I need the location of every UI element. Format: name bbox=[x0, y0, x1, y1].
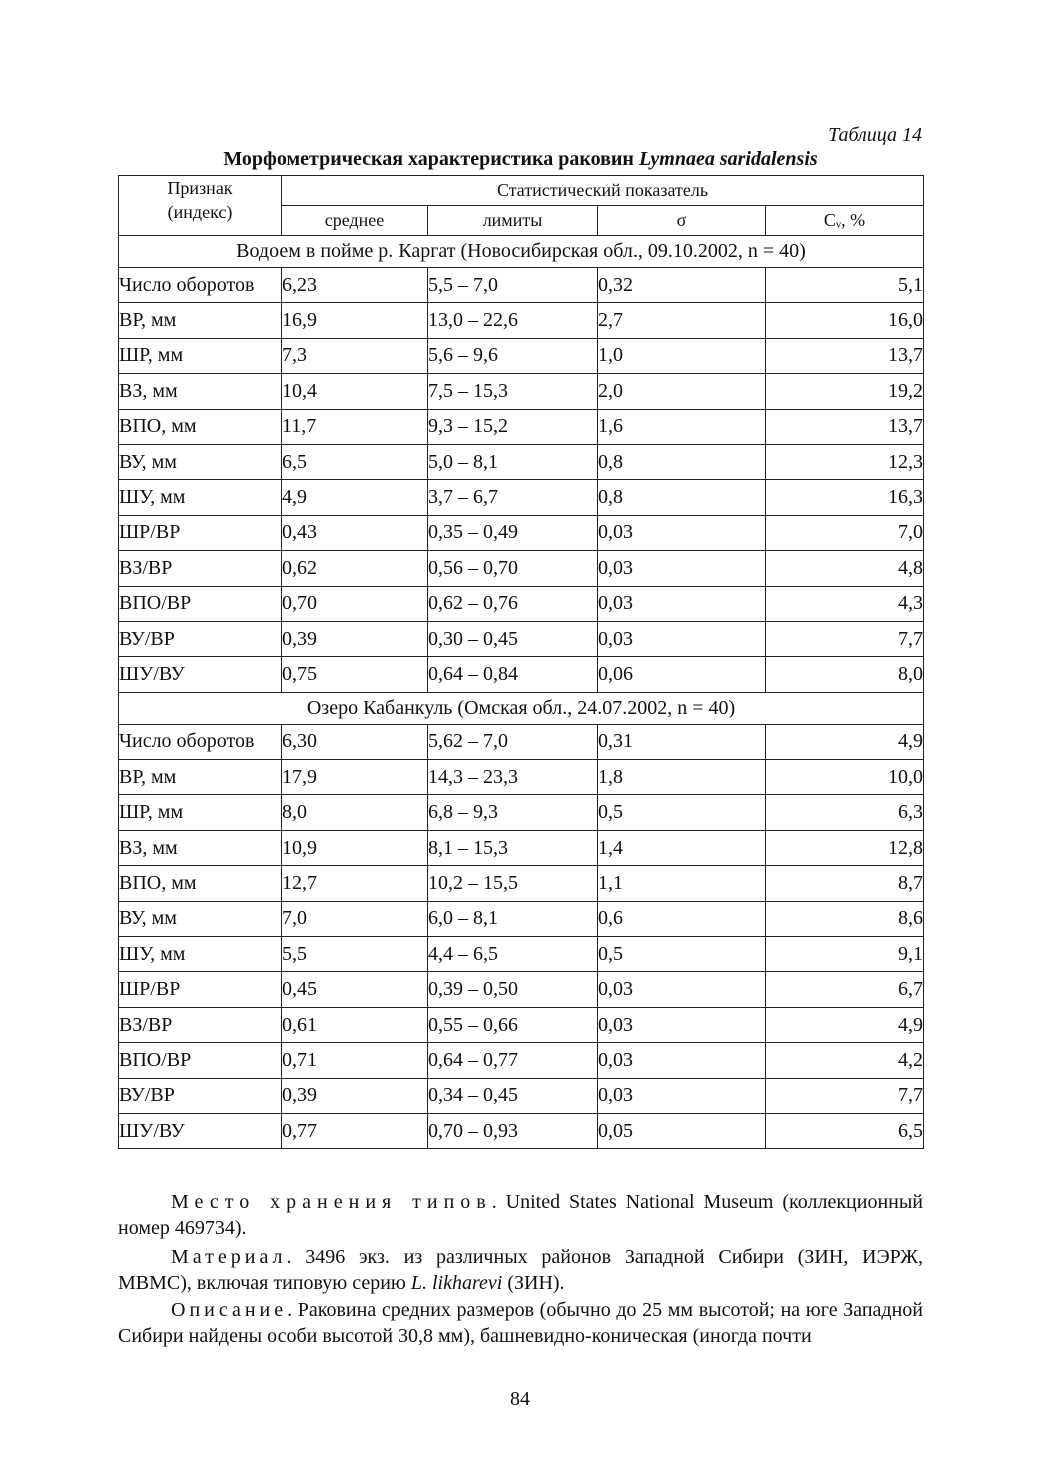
sigma-cell: 0,03 bbox=[598, 972, 766, 1007]
table-row bbox=[119, 268, 924, 303]
limits-cell: 6,0 – 8,1 bbox=[428, 901, 598, 936]
paragraph-body: . 3496 экз. из различных районов Западной Сибири (ЗИН, ИЭРЖ, МВМС), включая типовую серию bbox=[118, 1246, 923, 1294]
table-row bbox=[119, 374, 924, 409]
sigma-cell: 0,06 bbox=[598, 657, 766, 692]
cv-cell: 7,7 bbox=[766, 1078, 924, 1113]
feature-cell: ВУ, мм bbox=[119, 901, 282, 936]
feature-cell: ВУ/ВР bbox=[119, 621, 282, 656]
feature-header bbox=[119, 176, 282, 236]
table-title-species: Lymnaea saridalensis bbox=[638, 148, 818, 170]
mean-cell: 6,23 bbox=[282, 268, 428, 303]
mean-cell: 0,71 bbox=[282, 1043, 428, 1078]
paragraph-type-storage bbox=[118, 1189, 923, 1241]
feature-cell: ВР, мм bbox=[119, 760, 282, 795]
table-row bbox=[119, 795, 924, 830]
paragraph-species: L. likharevi bbox=[410, 1272, 503, 1294]
sigma-cell: 0,03 bbox=[598, 1007, 766, 1042]
table-row bbox=[119, 830, 924, 865]
sigma-cell: 0,03 bbox=[598, 1043, 766, 1078]
sigma-cell: 0,5 bbox=[598, 795, 766, 830]
feature-cell: ВР, мм bbox=[119, 303, 282, 338]
sigma-cell: 1,0 bbox=[598, 338, 766, 373]
feature-cell: ВПО, мм bbox=[119, 409, 282, 444]
feature-cell: ШР, мм bbox=[119, 338, 282, 373]
paragraph-description bbox=[118, 1297, 923, 1349]
table-row bbox=[119, 621, 924, 656]
cv-cell: 8,7 bbox=[766, 866, 924, 901]
paragraph-material bbox=[118, 1244, 923, 1296]
mean-cell: 0,77 bbox=[282, 1113, 428, 1148]
table-row bbox=[119, 724, 924, 759]
sigma-cell: 0,8 bbox=[598, 480, 766, 515]
mean-cell: 10,9 bbox=[282, 830, 428, 865]
sigma-cell: 0,5 bbox=[598, 937, 766, 972]
mean-cell: 0,45 bbox=[282, 972, 428, 1007]
paragraph-body: . United States National Museum (коллекционный номер 469734). bbox=[118, 1191, 923, 1239]
cv-cell: 8,6 bbox=[766, 901, 924, 936]
mean-cell: 11,7 bbox=[282, 409, 428, 444]
mean-cell: 16,9 bbox=[282, 303, 428, 338]
table-number: Таблица 14 bbox=[828, 124, 922, 146]
col-header-mean: среднее bbox=[282, 206, 428, 236]
feature-cell: ВУ/ВР bbox=[119, 1078, 282, 1113]
paragraph-body-end: (ЗИН). bbox=[502, 1272, 565, 1294]
limits-cell: 0,70 – 0,93 bbox=[428, 1113, 598, 1148]
site-row bbox=[119, 692, 924, 724]
cv-cell: 16,3 bbox=[766, 480, 924, 515]
table-body bbox=[119, 236, 924, 1149]
mean-cell: 17,9 bbox=[282, 760, 428, 795]
table-row bbox=[119, 338, 924, 373]
paragraph-heading: Материал bbox=[171, 1246, 287, 1268]
limits-cell: 0,35 – 0,49 bbox=[428, 515, 598, 550]
cv-cell: 12,3 bbox=[766, 444, 924, 479]
cv-cell: 6,3 bbox=[766, 795, 924, 830]
limits-cell: 5,6 – 9,6 bbox=[428, 338, 598, 373]
table-row bbox=[119, 515, 924, 550]
limits-cell: 5,0 – 8,1 bbox=[428, 444, 598, 479]
limits-cell: 4,4 – 6,5 bbox=[428, 937, 598, 972]
feature-cell: ВПО/ВР bbox=[119, 586, 282, 621]
feature-cell: ВЗ, мм bbox=[119, 374, 282, 409]
table-row bbox=[119, 760, 924, 795]
mean-cell: 0,61 bbox=[282, 1007, 428, 1042]
cv-cell: 8,0 bbox=[766, 657, 924, 692]
table-title-text: Морфометрическая характеристика раковин bbox=[223, 148, 639, 170]
cv-cell: 13,7 bbox=[766, 409, 924, 444]
cv-cell: 4,3 bbox=[766, 586, 924, 621]
sigma-cell: 0,03 bbox=[598, 1078, 766, 1113]
cv-cell: 7,7 bbox=[766, 621, 924, 656]
paragraph-body: . Раковина средних размеров (обычно до 25 мм высотой; на юге Западной Сибири найдены особи высотой 30,8 мм), башневидно-коническая (иногда почти bbox=[118, 1299, 923, 1347]
table-row bbox=[119, 1113, 924, 1148]
sigma-cell: 2,0 bbox=[598, 374, 766, 409]
table-row bbox=[119, 866, 924, 901]
feature-header-line1: Признак bbox=[167, 178, 233, 198]
limits-cell: 7,5 – 15,3 bbox=[428, 374, 598, 409]
table-row bbox=[119, 444, 924, 479]
sigma-cell: 1,8 bbox=[598, 760, 766, 795]
table-row bbox=[119, 303, 924, 338]
limits-cell: 0,30 – 0,45 bbox=[428, 621, 598, 656]
limits-cell: 10,2 – 15,5 bbox=[428, 866, 598, 901]
feature-cell: ВПО/ВР bbox=[119, 1043, 282, 1078]
feature-cell: ШУ, мм bbox=[119, 480, 282, 515]
mean-cell: 4,9 bbox=[282, 480, 428, 515]
table-row bbox=[119, 972, 924, 1007]
feature-header-line2: (индекс) bbox=[167, 202, 233, 222]
sigma-cell: 0,31 bbox=[598, 724, 766, 759]
limits-cell: 0,62 – 0,76 bbox=[428, 586, 598, 621]
sigma-cell: 0,03 bbox=[598, 621, 766, 656]
limits-cell: 0,56 – 0,70 bbox=[428, 551, 598, 586]
cv-cell: 13,7 bbox=[766, 338, 924, 373]
sigma-cell: 0,32 bbox=[598, 268, 766, 303]
sigma-cell: 0,05 bbox=[598, 1113, 766, 1148]
table-row bbox=[119, 1078, 924, 1113]
feature-cell: Число оборотов bbox=[119, 724, 282, 759]
sigma-cell: 0,03 bbox=[598, 551, 766, 586]
sigma-cell: 1,6 bbox=[598, 409, 766, 444]
sigma-cell: 2,7 bbox=[598, 303, 766, 338]
site-label: Водоем в пойме р. Каргат (Новосибирская обл., 09.10.2002, n = 40) bbox=[119, 236, 924, 268]
table-title bbox=[118, 148, 923, 171]
table-row bbox=[119, 586, 924, 621]
mean-cell: 0,43 bbox=[282, 515, 428, 550]
stat-header: Статистический показатель bbox=[282, 176, 924, 206]
cv-cell: 10,0 bbox=[766, 760, 924, 795]
mean-cell: 7,3 bbox=[282, 338, 428, 373]
feature-cell: ВЗ/ВР bbox=[119, 1007, 282, 1042]
feature-cell: ШР, мм bbox=[119, 795, 282, 830]
limits-cell: 0,55 – 0,66 bbox=[428, 1007, 598, 1042]
mean-cell: 12,7 bbox=[282, 866, 428, 901]
limits-cell: 5,62 – 7,0 bbox=[428, 724, 598, 759]
limits-cell: 6,8 – 9,3 bbox=[428, 795, 598, 830]
limits-cell: 9,3 – 15,2 bbox=[428, 409, 598, 444]
cv-cell: 7,0 bbox=[766, 515, 924, 550]
cv-cell: 4,8 bbox=[766, 551, 924, 586]
feature-cell: ШУ, мм bbox=[119, 937, 282, 972]
mean-cell: 8,0 bbox=[282, 795, 428, 830]
table-row bbox=[119, 1007, 924, 1042]
feature-cell: ВУ, мм bbox=[119, 444, 282, 479]
site-label: Озеро Кабанкуль (Омская обл., 24.07.2002, n = 40) bbox=[119, 692, 924, 724]
sigma-cell: 1,1 bbox=[598, 866, 766, 901]
sigma-cell: 1,4 bbox=[598, 830, 766, 865]
col-header-sigma: σ bbox=[598, 206, 766, 236]
col-header-cv: Cᵥ, % bbox=[766, 206, 924, 236]
paragraph-heading: Место хранения типов bbox=[171, 1191, 492, 1213]
site-row bbox=[119, 236, 924, 268]
limits-cell: 5,5 – 7,0 bbox=[428, 268, 598, 303]
mean-cell: 6,5 bbox=[282, 444, 428, 479]
feature-cell: ВПО, мм bbox=[119, 866, 282, 901]
limits-cell: 0,64 – 0,77 bbox=[428, 1043, 598, 1078]
feature-cell: ВЗ/ВР bbox=[119, 551, 282, 586]
table-row bbox=[119, 480, 924, 515]
feature-cell: ШУ/ВУ bbox=[119, 1113, 282, 1148]
cv-cell: 6,5 bbox=[766, 1113, 924, 1148]
table-row bbox=[119, 937, 924, 972]
sigma-cell: 0,6 bbox=[598, 901, 766, 936]
cv-cell: 6,7 bbox=[766, 972, 924, 1007]
limits-cell: 0,64 – 0,84 bbox=[428, 657, 598, 692]
mean-cell: 0,75 bbox=[282, 657, 428, 692]
table-row bbox=[119, 1043, 924, 1078]
mean-cell: 10,4 bbox=[282, 374, 428, 409]
feature-cell: ШР/ВР bbox=[119, 972, 282, 1007]
feature-cell: ШУ/ВУ bbox=[119, 657, 282, 692]
morphometry-table bbox=[118, 175, 924, 1149]
table-row bbox=[119, 901, 924, 936]
cv-cell: 9,1 bbox=[766, 937, 924, 972]
feature-cell: ВЗ, мм bbox=[119, 830, 282, 865]
cv-cell: 4,2 bbox=[766, 1043, 924, 1078]
cv-cell: 4,9 bbox=[766, 724, 924, 759]
cv-cell: 12,8 bbox=[766, 830, 924, 865]
mean-cell: 0,70 bbox=[282, 586, 428, 621]
mean-cell: 0,62 bbox=[282, 551, 428, 586]
cv-cell: 16,0 bbox=[766, 303, 924, 338]
limits-cell: 0,34 – 0,45 bbox=[428, 1078, 598, 1113]
sigma-cell: 0,8 bbox=[598, 444, 766, 479]
limits-cell: 3,7 – 6,7 bbox=[428, 480, 598, 515]
mean-cell: 0,39 bbox=[282, 621, 428, 656]
table-row bbox=[119, 409, 924, 444]
cv-cell: 5,1 bbox=[766, 268, 924, 303]
cv-cell: 4,9 bbox=[766, 1007, 924, 1042]
cv-cell: 19,2 bbox=[766, 374, 924, 409]
feature-cell: Число оборотов bbox=[119, 268, 282, 303]
paragraph-heading: Описание bbox=[171, 1299, 288, 1321]
mean-cell: 7,0 bbox=[282, 901, 428, 936]
page-number: 84 bbox=[510, 1388, 530, 1410]
table-row bbox=[119, 657, 924, 692]
mean-cell: 6,30 bbox=[282, 724, 428, 759]
limits-cell: 0,39 – 0,50 bbox=[428, 972, 598, 1007]
mean-cell: 5,5 bbox=[282, 937, 428, 972]
limits-cell: 13,0 – 22,6 bbox=[428, 303, 598, 338]
feature-cell: ШР/ВР bbox=[119, 515, 282, 550]
limits-cell: 14,3 – 23,3 bbox=[428, 760, 598, 795]
sigma-cell: 0,03 bbox=[598, 515, 766, 550]
sigma-cell: 0,03 bbox=[598, 586, 766, 621]
table-row bbox=[119, 551, 924, 586]
col-header-limits: лимиты bbox=[428, 206, 598, 236]
mean-cell: 0,39 bbox=[282, 1078, 428, 1113]
limits-cell: 8,1 – 15,3 bbox=[428, 830, 598, 865]
